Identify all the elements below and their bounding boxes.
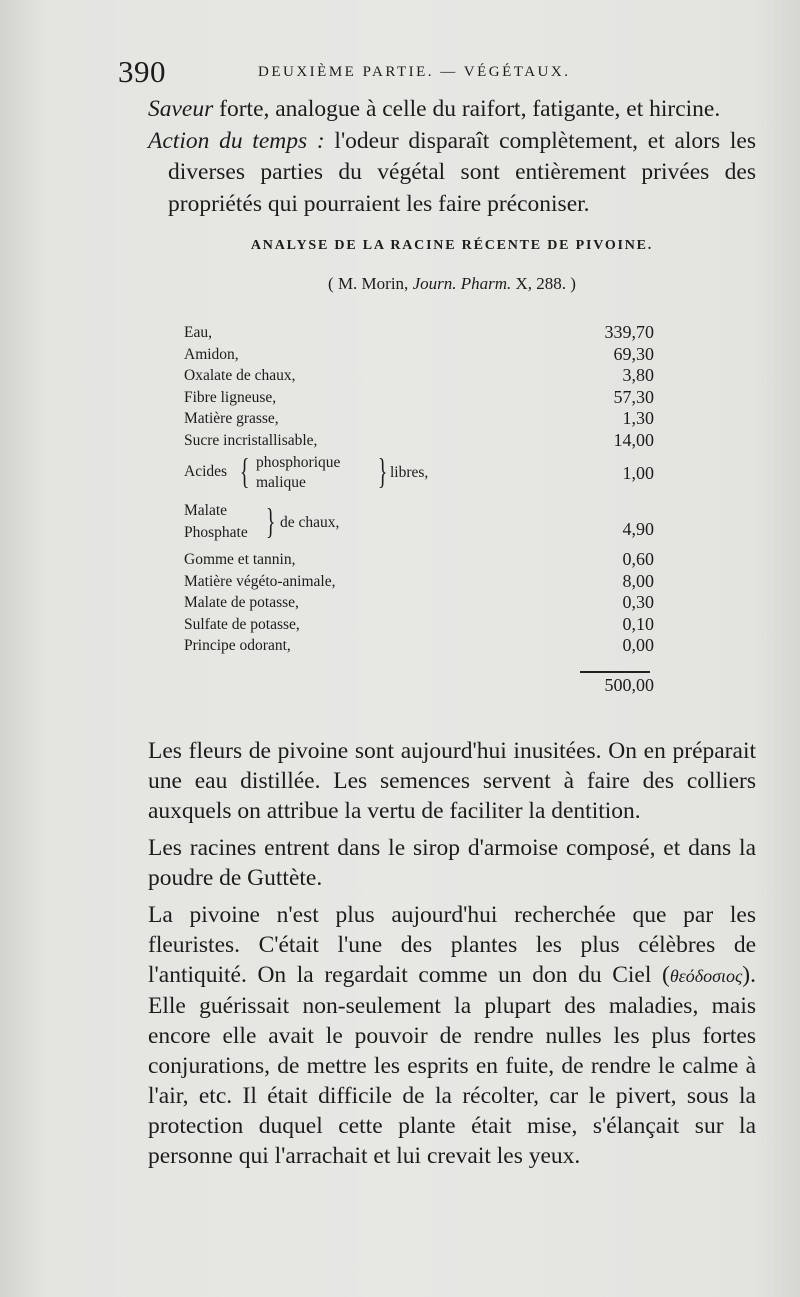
component-name: Malate de potasse,: [184, 594, 299, 611]
running-head: DEUXIÈME PARTIE. — VÉGÉTAUX.: [258, 64, 571, 80]
table-row: [184, 365, 654, 387]
table-row: [184, 635, 654, 657]
source-suffix: X, 288. ): [511, 273, 576, 293]
saveur-text: forte, analogue à celle du raifort, fatigante, et hircine.: [213, 96, 721, 122]
saveur-label: Saveur: [148, 96, 214, 122]
acide-item: phosphorique: [256, 454, 341, 471]
paragraph-racines: Les racines entrent dans le sirop d'armoise composé, et dans la poudre de Guttète.: [148, 835, 756, 891]
table-row: [184, 614, 654, 636]
component-name: Gomme et tannin,: [184, 551, 296, 568]
table-row: [184, 430, 654, 452]
acides-label: Acides: [184, 463, 228, 480]
table-row: [184, 592, 654, 614]
analysis-source: [148, 268, 756, 300]
source-journal: Journ. Pharm.: [412, 273, 512, 293]
sels-row: [184, 497, 654, 549]
right-brace-icon: }: [377, 451, 388, 491]
greek-word: θεόδοσιος: [669, 966, 743, 986]
paragraph-antiquite-a: La pivoine n'est plus aujourd'hui recherchée que par les fleuristes. C'était l'une des plantes les plus célèbres de l'antiquité. On la regardait comme un don du Ciel (: [148, 902, 756, 988]
rows-bottom: [184, 549, 654, 657]
component-name: Fibre ligneuse,: [184, 388, 277, 406]
action-label: Action du temps :: [148, 127, 325, 154]
left-brace-icon: {: [239, 451, 250, 491]
component-value: 14,00: [613, 429, 654, 450]
component-value: 57,30: [613, 386, 654, 407]
component-value: 69,30: [613, 343, 654, 364]
component-value: 0,10: [622, 613, 654, 634]
component-name: Matière végéto-animale,: [184, 572, 336, 590]
source-prefix: ( M. Morin,: [328, 273, 413, 293]
table-row: [184, 322, 654, 344]
total-block: [184, 657, 654, 697]
page-number: 390: [118, 54, 166, 89]
table-row: [184, 408, 654, 430]
component-value: 3,80: [622, 365, 654, 385]
component-name: Matière grasse,: [184, 410, 279, 427]
sel-item: Malate: [184, 502, 228, 519]
total-value: 500,00: [604, 674, 654, 695]
right-brace-icon: }: [265, 501, 276, 541]
component-value: 0,30: [622, 592, 654, 612]
action-paragraph: [148, 126, 756, 221]
acides-qualifier: libres,: [390, 464, 429, 481]
component-name: Amidon,: [184, 345, 239, 363]
table-row: [184, 549, 654, 571]
component-value: 0,60: [622, 549, 654, 569]
sels-value: 4,90: [622, 519, 654, 539]
page-header: [118, 54, 750, 94]
acide-item: malique: [256, 474, 306, 491]
component-name: Sulfate de potasse,: [184, 615, 300, 633]
paragraph-fleurs: Les fleurs de pivoine sont aujourd'hui inusitées. On en préparait une eau distillée. Les semences servent à faire des colliers auxquels on attribue la vertu de faciliter la dentition.: [148, 738, 756, 824]
analysis-title: ANALYSE DE LA RACINE RÉCENTE DE PIVOINE.: [250, 238, 654, 253]
rows-top: [184, 322, 654, 451]
component-value: 339,70: [604, 322, 654, 342]
saveur-paragraph: [148, 94, 756, 126]
component-name: Eau,: [184, 324, 212, 341]
sel-item: Phosphate: [184, 524, 248, 541]
component-value: 8,00: [622, 570, 654, 591]
table-row: [184, 344, 654, 366]
component-value: 1,30: [622, 408, 654, 428]
component-name: Principe odorant,: [184, 637, 291, 654]
table-row: [184, 387, 654, 409]
sels-qualifier: de chaux,: [280, 514, 340, 531]
analysis-table: [184, 322, 654, 697]
component-name: Sucre incristallisable,: [184, 431, 318, 449]
action-text: l'odeur disparaît complètement, et alors les diverses parties du végétal sont entièrement privées des propriétés qui pourraient les faire préconiser.: [168, 127, 756, 217]
text-section: [148, 736, 756, 1178]
paragraph-antiquite: [148, 900, 756, 1171]
intro-section: [148, 94, 756, 299]
total-rule: [580, 671, 650, 673]
table-row: [184, 571, 654, 593]
component-name: Oxalate de chaux,: [184, 367, 296, 384]
acides-row: [184, 451, 654, 497]
acides-value: 1,00: [622, 463, 654, 483]
paragraph-antiquite-b: ). Elle guérissait non-seulement la plupart des maladies, mais encore elle avait le pouvoir de rendre nulles les plus fortes conjurations, de mettre les esprits en fuite, de rendre le calme à l'air, etc. Il était difficile de la récolter, car le pivert, sous la protection duquel cette plante était mise, s'élançait sur la personne qui l'arrachait et lui crevait les yeux.: [148, 962, 756, 1169]
component-value: 0,00: [622, 635, 654, 655]
